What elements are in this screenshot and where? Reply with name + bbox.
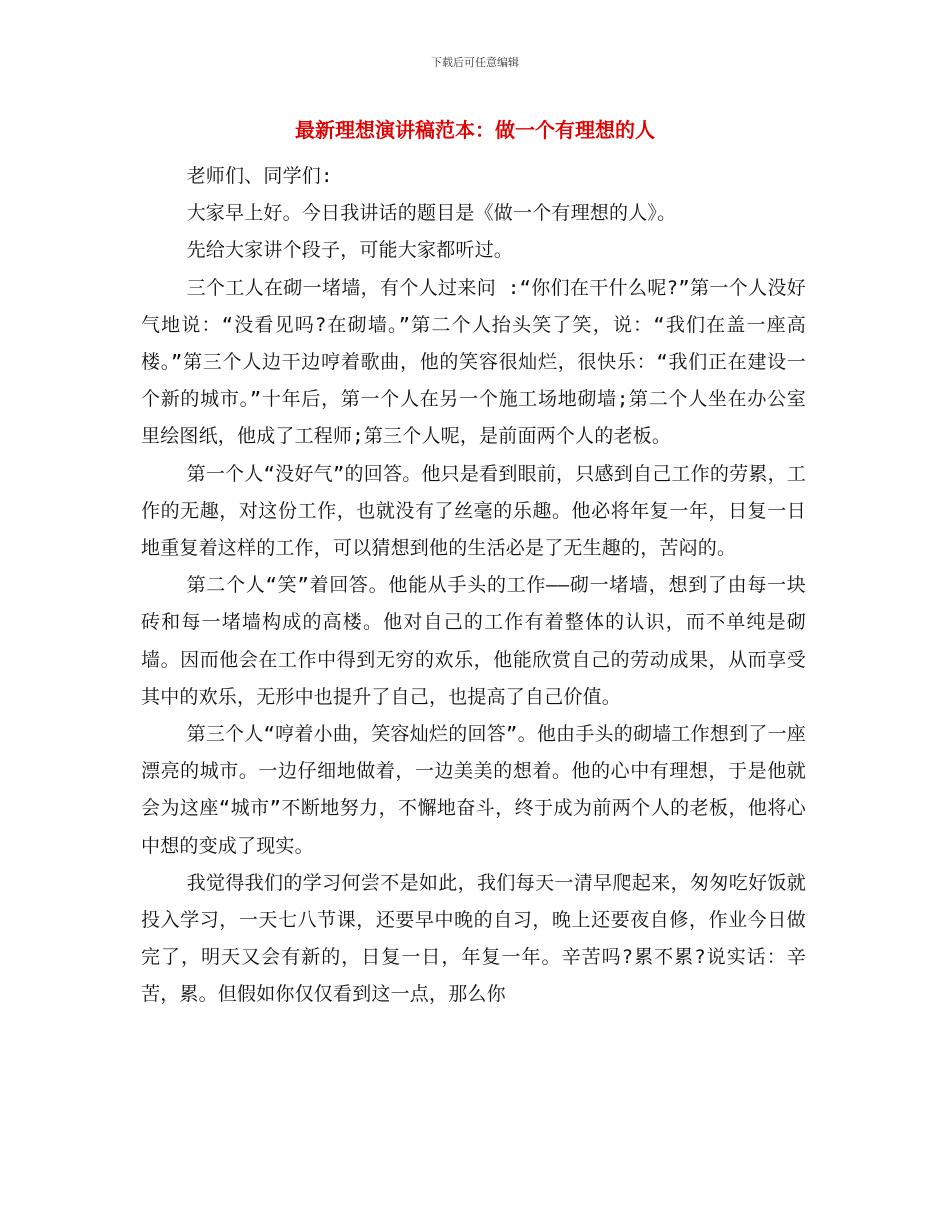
paragraph-greeting: 大家早上好。今日我讲话的题目是《做一个有理想的人》。 [186,202,677,225]
paragraph-story: 三个工人在砌一堵墙，有个人过来问 :“你们在干什么呢?”第一个人没好气地说：“没看见吗?在砌墙。”第二个人抬头笑了笑，说：“我们在盖一座高楼。”第三个人边干边哼着歌曲，他的笑容很灿烂，很快乐：“我们正在建设一个新的城市。”十年后，第一个人在另一个施工场地砌墙;第二个人坐在办公室里绘图纸，他成了工程师;第三个人呢，是前面两个人的老板。 [141,276,806,448]
paragraph-first-worker: 第一个人“没好气”的回答。他只是看到眼前，只感到自己工作的劳累，工作的无趣，对这份工作，也就没有了丝毫的乐趣。他必将年复一年，日复一日地重复着这样的工作，可以猜想到他的生活必是了无生趣的，苦闷的。 [141,462,806,560]
paragraph-intro: 先给大家讲个段子，可能大家都听过。 [186,239,513,262]
document-body [141,158,806,1014]
paragraph-study: 我觉得我们的学习何尝不是如此，我们每天一清早爬起来，匆匆吃好饭就投入学习，一天七八节课，还要早中晚的自习，晚上还要夜自修，作业今日做完了，明天又会有新的，日复一日，年复一年。辛苦吗?累不累?说实话：辛苦，累。但假如你仅仅看到这一点，那么你 [141,871,806,1006]
header-note: 下载后可任意编辑 [431,56,519,69]
paragraph-second-worker: 第二个人“笑”着回答。他能从手头的工作——砌一堵墙，想到了由每一块砖和每一堵墙构成的高楼。他对自己的工作有着整体的认识，而不单纯是砌墙。因而他会在工作中得到无穷的欢乐，他能欣赏自己的劳动成果，从而享受其中的欢乐，无形中也提升了自己，也提高了自己价值。 [141,574,806,708]
paragraph-third-worker: 第三个人“哼着小曲，笑容灿烂的回答”。他由手头的砌墙工作想到了一座漂亮的城市。一边仔细地做着，一边美美的想着。他的心中有理想，于是他就会为这座“城市”不断地努力，不懈地奋斗，终于成为前两个人的老板，他将心中想的变成了现实。 [141,723,806,857]
paragraph-salutation: 老师们、同学们: [186,165,333,187]
document-title: 最新理想演讲稿范本：做一个有理想的人 [295,118,655,142]
